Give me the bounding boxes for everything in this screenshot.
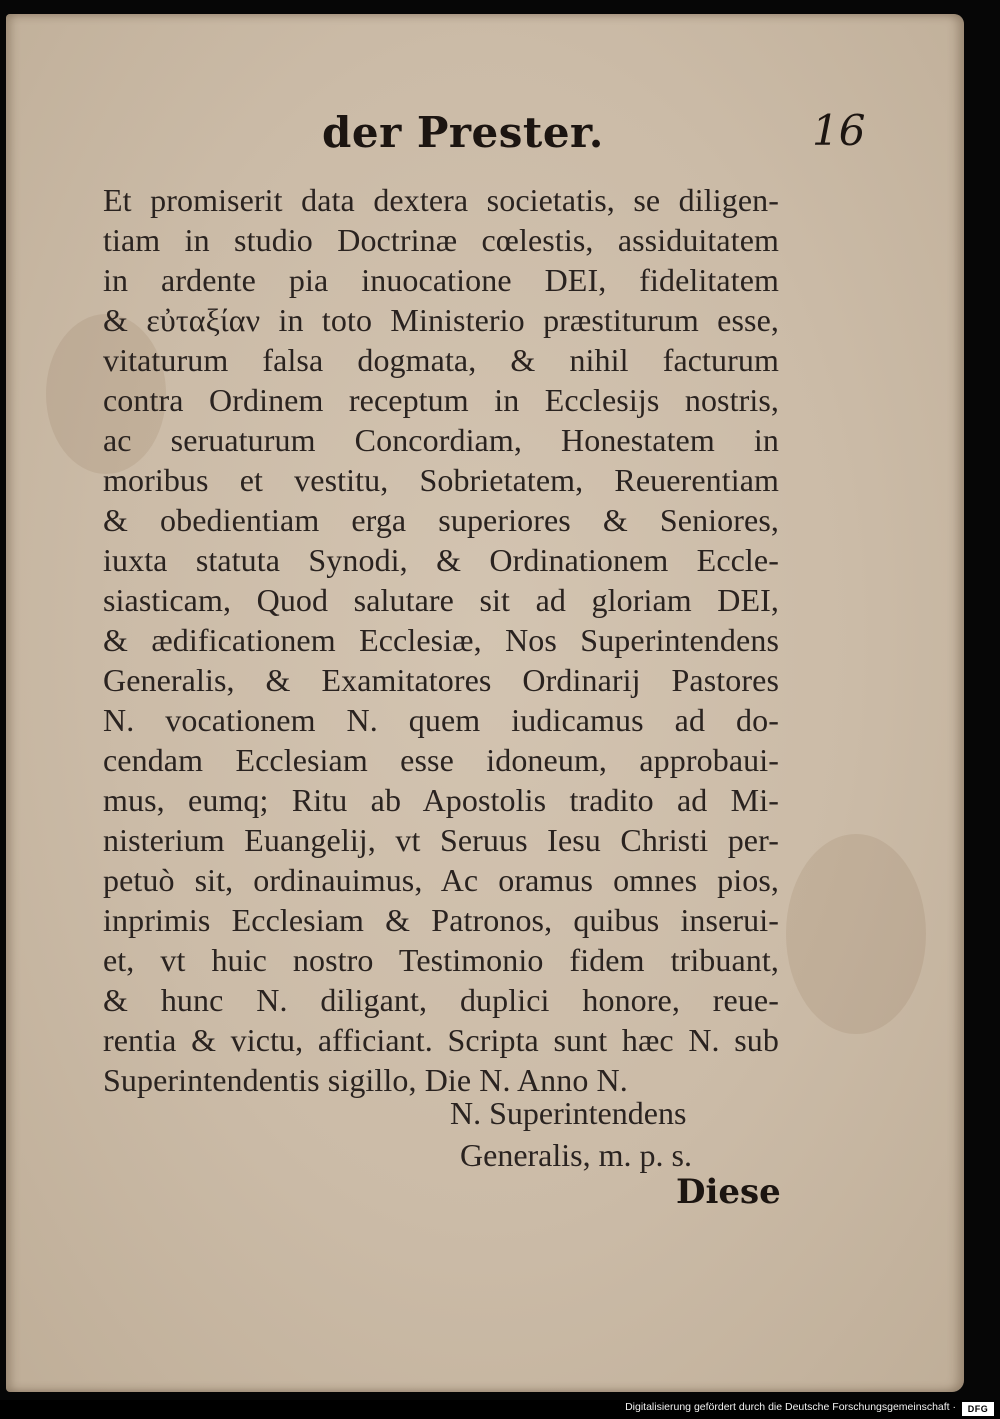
text-line: & εὐταξίαν in toto Ministerio præstiturum esse, bbox=[103, 302, 779, 338]
text-line: vitaturum falsa dogmata, & nihil facturum bbox=[103, 342, 779, 378]
text-line: Et promiserit data dextera societatis, se diligen- bbox=[103, 182, 779, 218]
text-line: siasticam, Quod salutare sit ad gloriam DEI, bbox=[103, 582, 779, 618]
text-line: contra Ordinem receptum in Ecclesijs nostris, bbox=[103, 382, 779, 418]
text-line: in ardente pia inuocatione DEI, fidelitatem bbox=[103, 262, 779, 298]
text-line: Superintendentis sigillo, Die N. Anno N. bbox=[103, 1062, 628, 1098]
text-line: iuxta statuta Synodi, & Ordinationem Eccle- bbox=[103, 542, 779, 578]
text-line: & ædificationem Ecclesiæ, Nos Superintendens bbox=[103, 622, 779, 658]
text-line: nisterium Euangelij, vt Seruus Iesu Christi per- bbox=[103, 822, 779, 858]
text-line: petuò sit, ordinauimus, Ac oramus omnes pios, bbox=[103, 862, 779, 898]
text-line: et, vt huic nostro Testimonio fidem tribuant, bbox=[103, 942, 779, 978]
text-line: & hunc N. diligant, duplici honore, reue- bbox=[103, 982, 779, 1018]
catchword: Diese bbox=[676, 1172, 781, 1212]
running-head-title: der Prester. bbox=[322, 108, 604, 157]
text-line: ac seruaturum Concordiam, Honestatem in bbox=[103, 422, 779, 458]
running-head bbox=[300, 106, 866, 168]
signature-title: Generalis, m. p. s. bbox=[460, 1137, 692, 1173]
text-line: inprimis Ecclesiam & Patronos, quibus inserui- bbox=[103, 902, 779, 938]
funding-credit: Digitalisierung gefördert durch die Deutsche Forschungsgemeinschaft · bbox=[625, 1401, 956, 1413]
signature-block bbox=[450, 1092, 780, 1176]
text-line: N. vocationem N. quem iudicamus ad do- bbox=[103, 702, 779, 738]
text-line: cendam Ecclesiam esse idoneum, approbaui- bbox=[103, 742, 779, 778]
page-number: 16 bbox=[812, 106, 866, 155]
text-line: tiam in studio Doctrinæ cœlestis, assiduitatem bbox=[103, 222, 779, 258]
text-line: rentia & victu, afficiant. Scripta sunt hæc N. sub bbox=[103, 1022, 779, 1058]
text-line: mus, eumq; Ritu ab Apostolis tradito ad Mi- bbox=[103, 782, 779, 818]
body-text bbox=[103, 180, 779, 1100]
paper-stain bbox=[786, 834, 926, 1034]
text-line: Generalis, & Examitatores Ordinarij Pastores bbox=[103, 662, 779, 698]
text-line: & obedientiam erga superiores & Seniores, bbox=[103, 502, 779, 538]
signature-name: N. Superintendens bbox=[450, 1095, 687, 1131]
text-line: moribus et vestitu, Sobrietatem, Reuerentiam bbox=[103, 462, 779, 498]
dfg-logo: DFG bbox=[962, 1402, 994, 1416]
